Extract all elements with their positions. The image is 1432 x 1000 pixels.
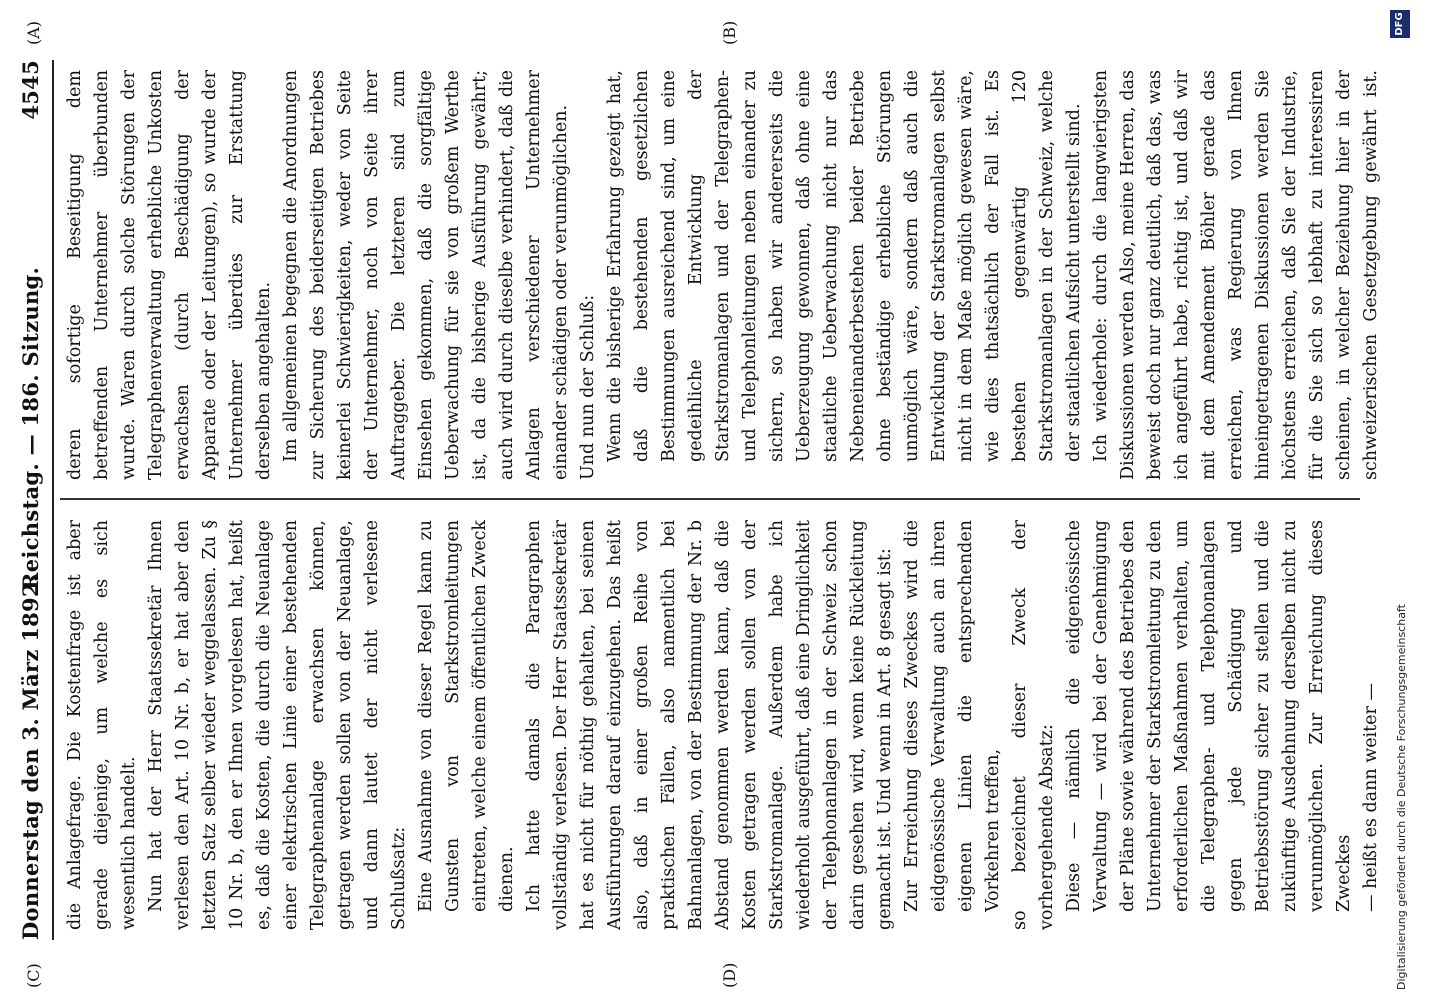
paragraph-text: Eine Ausnahme von dieser Regel kann zu Gunsten von Starkstromleitungen eintreten, welche einem öffentlichen Zweck dienen. [416,520,517,912]
header-date: Donnerstag den 3. März 1892. [18,574,43,940]
paragraph-text: die Anlagefrage. Die Kostenfrage ist aber gerade diejenige, um welche es sich wesentlich handelt. [65,520,139,930]
paragraph [1358,520,1382,930]
dfg-logo: DFG [1390,10,1410,38]
margin-mark-d: (D) [720,962,739,988]
paragraph [1088,70,1382,480]
margin-mark-c: (C) [24,963,43,988]
column-separator [60,498,1360,500]
paragraph-text: Ich wiederhole: durch die langwierigsten Diskussionen werden Also, meine Herren, das beweist doch nur ganz deutlich, daß das, was ich angeführt habe, richtig ist, und daß wir mit dem Amendement Böhler gerade das erreichen, was Regierung von Ihnen hineingetragenen Diskussionen werden Sie höchstens erreichen, daß Sie der Industrie, für die Sie sich so lebhaft zu interessiren scheinen, in welcher Beziehung hier in der schweizerischen Gesetzgebung gewährt ist. [1091,70,1381,480]
paragraph [413,520,521,930]
paragraph-text: Und nun der Schluß: [578,294,598,480]
paragraph [521,520,899,930]
paragraph [1007,520,1061,930]
paragraph [602,70,1088,480]
header-title: Reichstag. — 186. Sitzung. [18,266,43,590]
paragraph-text: Nun hat der Herr Staatssekretär Ihnen verlesen den Art. 10 Nr. b, er hat aber den letzten Satz selber wieder weggelassen. Zu § 10 Nr. b, den er Ihnen vorgelesen hat, heißt es, daß die Kosten, die durch die Neuanlage einer elektrischen Linie einer bestehenden Telegraphenanlage erwachsen können, getragen werden sollen von der Neuanlage, und dann lautet der nicht verlesene Schlußsatz: [146,520,409,930]
margin-mark-b: (B) [720,20,739,45]
paragraph [899,520,1007,930]
page-header [18,60,48,940]
paragraph-text: Wenn die bisherige Erfahrung gezeigt hat, daß die bestehenden gesetzlichen Bestimmungen ausreichend sind, um eine gedeihliche Entwicklung der Starkstromanlagen und der Telegraphen- und Telephonleitungen neben einander zu sichern, so haben wir andererseits die Ueberzeugung gewonnen, daß ohne eine staatliche Ueberwachung nicht nur das Nebeneinanderbestehen beider Betriebe ohne beständige erhebliche Störungen unmöglich wäre, sondern daß auch die Entwicklung der Starkstromanlagen selbst nicht in dem Maße möglich gewesen wäre, wie dies thatsächlich der Fall ist. Es bestehen gegenwärtig 120 Starkstromanlagen in der Schweiz, welche der staatlichen Aufsicht unterstellt sind. [605,70,1084,462]
paragraph-text: Zur Erreichung dieses Zweckes wird die eidgenössische Verwaltung auch an ihren eigenen Linien die entsprechenden Vorkehren treffen, [902,520,1003,912]
right-column [62,70,1382,480]
paragraph [575,70,602,480]
paragraph [1061,520,1358,930]
paragraph [143,520,413,930]
paragraph-text: Im allgemeinen begegnen die Anordnungen zur Sicherung des beiderseitigen Betriebes keinerlei Schwierigkeiten, weder von Seite der Unternehmer, noch von Seite ihrer Auftraggeber. Die letzteren sind zum Einsehen gekommen, daß die sorgfältige Ueberwachung für sie von großem Werthe ist, da die bisherige Ausführung gewährt; auch wird durch dieselbe verhindert, daß die Anlagen verschiedener Unternehmer einander schädigen oder verunmöglichen. [281,70,571,480]
page-number: 4545 [18,60,43,120]
footer-credit: Digitalisierung gefördert durch die Deutsche Forschungsgemeinschaft [1395,604,1408,990]
paragraph [62,520,143,930]
paragraph-text: Diese — nämlich die eidgenössische Verwaltung — wird bei der Genehmigung der Pläne sowie während des Betriebes den Unternehmer der Starkstromleitung zu den erforderlichen Maßnahmen verhalten, um die Telegraphen- und Telephonanlagen gegen jede Schädigung und Betriebsstörung sicher zu stellen und die zukünftige Ausdehnung derselben nicht zu verunmöglichen. Zur Erreichung dieses Zweckes [1064,520,1354,912]
paragraph-text: so bezeichnet dieser Zweck der vorhergehende Absatz: [1010,520,1057,930]
header-rule [52,60,54,940]
paragraph [278,70,575,480]
paragraph-text: — heißt es dann weiter — [1361,683,1381,912]
margin-mark-a: (A) [24,20,43,45]
paragraph [62,70,278,480]
left-column [62,520,1382,930]
paragraph-text: deren sofortige Beseitigung dem betreffenden Unternehmer überbunden wurde. Waren durch solche Störungen der Telegraphenverwaltung erhebliche Unkosten erwachsen (durch Beschädigung der Apparate oder der Leitungen), so wurde der Unternehmer überdies zur Erstattung derselben angehalten. [65,70,274,480]
paragraph-text: Ich hatte damals die Paragraphen vollständig verlesen. Der Herr Staatssekretär hat es nicht für nöthig gehalten, bei seinen Ausführungen darauf einzugehen. Das heißt also, daß in einer großen Reihe von praktischen Fällen, also namentlich bei Bahnanlagen, von der Bestimmung der Nr. b Abstand genommen werden kann, daß die Kosten getragen werden sollen von der Starkstromanlage. Außerdem habe ich wiederholt ausgeführt, daß eine Dringlichkeit der Telephonanlagen in der Schweiz schon darin gesehen wird, wenn keine Rückleitung gemacht ist. Und wenn in Art. 8 gesagt ist: [524,520,895,930]
